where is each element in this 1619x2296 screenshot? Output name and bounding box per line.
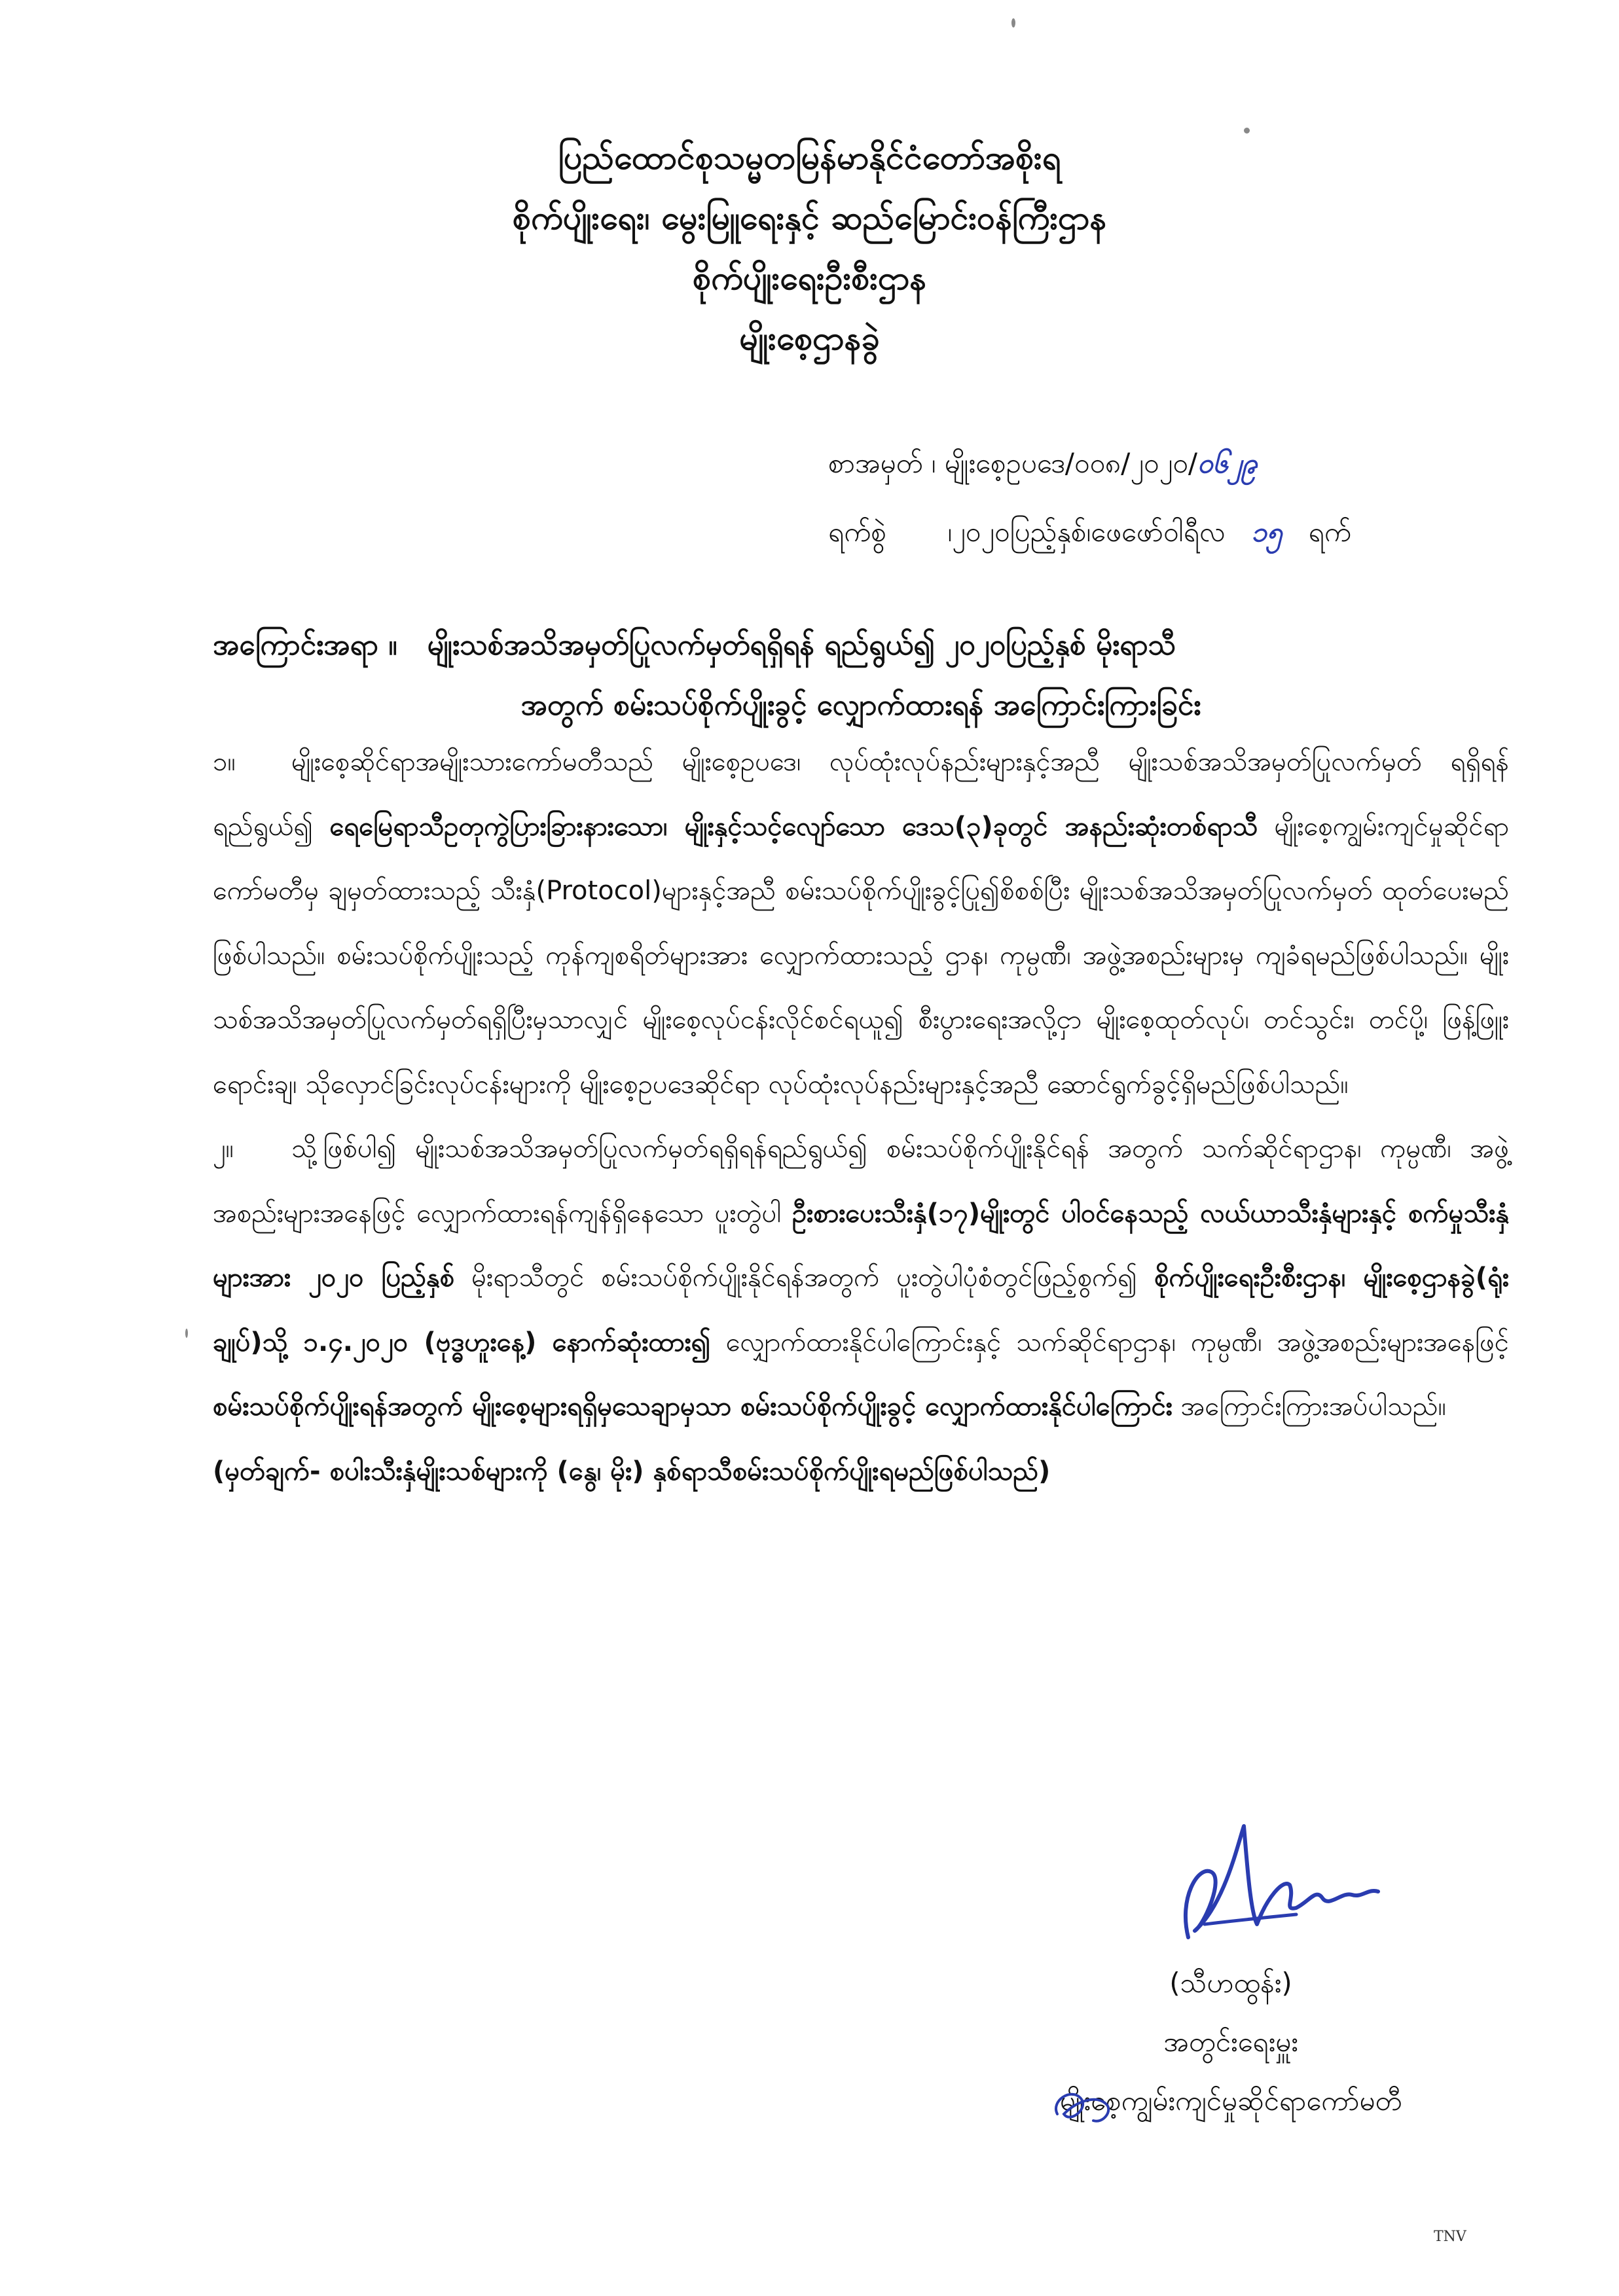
- letterhead-ministry: စိုက်ပျိုးရေး၊ မွေးမြူရေးနှင့် ဆည်မြောင်းဝန်ကြီးဌာန: [512, 199, 1107, 237]
- paragraph-2-text-b: မိုးရာသီတွင် စမ်းသပ်စိုက်ပျိုးနိုင်ရန်အတွက် ပူးတွဲပါပုံစံတွင်ဖြည့်စွက်၍: [454, 1263, 1155, 1293]
- signature-icon: [1126, 1767, 1466, 1970]
- letter-body: [213, 730, 1509, 1503]
- signatory-title: အတွင်းရေးမှူး: [1163, 2026, 1298, 2058]
- paragraph-2-text-a: သို့ဖြစ်ပါ၍ မျိုးသစ်အသိအမှတ်ပြုလက်မှတ်ရရှိရန်ရည်ရွယ်၍ စမ်းသပ်စိုက်ပျိုးနိုင်ရန် အတွက် သက်ဆိုင်ရာဌာန၊ ကုမ္ပဏီ၊ အဖွဲ့အစည်းများအနေဖြင့် လျှောက်ထားရန်ကျန်ရှိနေသော ပူးတွဲပါ: [213, 1134, 1509, 1229]
- paragraph-1-number: ၁။: [213, 747, 236, 777]
- note: (မှတ်ချက်- စပါးသီးနှံမျိုးသစ်များကို (နွေ၊ မိုး) နှစ်ရာသီစမ်းသပ်စိုက်ပျိုးရမည်ဖြစ်ပါသည်): [213, 1456, 1051, 1486]
- subject-line-1: [213, 615, 1509, 675]
- paragraph-2-bold-a: ဦးစားပေးသီးနှံ(၁၇)မျိုးတွင် ပါဝင်နေသည့် လယ်ယာသီးနှံများနှင့် စက်မှုသီးနှံများအား ၂၀၂၀ ပြည့်နှစ်: [213, 1198, 1509, 1293]
- paragraph-1-bold-a: ရေမြေရာသီဥတုကွဲပြားခြားနားသော၊ မျိုးနှင့်သင့်လျော်သော ဒေသ(၃)ခုတွင် အနည်းဆုံးတစ်ရာသီ: [329, 811, 1258, 842]
- paragraph-2: [213, 1117, 1509, 1439]
- paragraph-2-bold-c: စမ်းသပ်စိုက်ပျိုးရန်အတွက် မျိုးစေ့များရရှိမှသေချာမှသာ စမ်းသပ်စိုက်ပျိုးခွင့် လျှောက်ထားနိုင်ပါကြောင်း: [213, 1391, 1173, 1422]
- paragraph-1: [213, 730, 1509, 1117]
- initials-icon: [1044, 2075, 1123, 2134]
- date-suffix: ရက်: [1308, 516, 1351, 548]
- date-text: ၊၂၀၂၀ပြည့်နှစ်၊ဖေဖော်ဝါရီလ: [947, 516, 1226, 548]
- reference-block: [828, 429, 1548, 566]
- signatory-name: (သီဟထွန်း): [1169, 1967, 1292, 1999]
- scan-speck: [1011, 18, 1015, 27]
- footer-code: TNV: [1434, 2229, 1466, 2245]
- letterhead-department: စိုက်ပျိုးရေးဦးစီးဌာန: [692, 259, 927, 297]
- scan-speck: [185, 1329, 188, 1338]
- paragraph-1-text-a: မျိုးစေ့ဆိုင်ရာအမျိုးသားကော်မတီသည် မျိုးစေ့ဥပဒေ၊ လုပ်ထုံးလုပ်နည်းများနှင့်အညီ မျိုးသစ်အသိအမှတ်ပြုလက်မှတ် ရရှိရန်ရည်ရွယ်၍: [213, 747, 1509, 842]
- letterhead-government: ပြည်ထောင်စုသမ္မတမြန်မာနိုင်ငံတော်အစိုးရ: [558, 139, 1061, 177]
- paragraph-2-number: ၂။: [213, 1134, 234, 1164]
- reference-number-label: စာအမှတ် ၊ မျိုးစေ့ဥပဒေ/၀၀၈/၂၀၂၀/: [828, 447, 1197, 479]
- subject-text-1: မျိုးသစ်အသိအမှတ်ပြုလက်မှတ်ရရှိရန် ရည်ရွယ်၍ ၂၀၂၀ပြည့်နှစ် မိုးရာသီ: [427, 628, 1176, 662]
- letterhead: [0, 128, 1619, 368]
- paragraph-2-text-d: အကြောင်းကြားအပ်ပါသည်။: [1172, 1391, 1446, 1422]
- initials-mark: [1044, 2075, 1123, 2134]
- reference-date: [828, 497, 1548, 566]
- paragraph-2-bold-b: စိုက်ပျိုးရေးဦးစီးဌာန၊ မျိုးစေ့ဌာနခွဲ(ရုံးချုပ်)သို့ ၁.၄.၂၀၂၀ (ဗုဒ္ဓဟူးနေ့) နောက်ဆုံးထား၍: [213, 1263, 1509, 1357]
- reference-number: [828, 429, 1548, 497]
- signatory-committee: မျိုးစေ့ကျွမ်းကျင်မှုဆိုင်ရာကော်မတီ: [1059, 2085, 1402, 2117]
- paragraph-1-text-b: မျိုးစေ့ကျွမ်းကျင်မှုဆိုင်ရာကော်မတီမှ ချမှတ်ထားသည့် သီးနှံ(Protocol)များနှင့်အညီ စမ်းသပ်စိုက်ပျိုးခွင့်ပြု၍စိစစ်ပြီး မျိုးသစ်အသိအမှတ်ပြုလက်မှတ် ထုတ်ပေးမည်ဖြစ်ပါသည်။ စမ်းသပ်စိုက်ပျိုးသည့် ကုန်ကျစရိတ်များအား လျှောက်ထားသည့် ဌာန၊ ကုမ္ပဏီ၊ အဖွဲ့အစည်းများမှ ကျခံရမည်ဖြစ်ပါသည်။ မျိုးသစ်အသိအမှတ်ပြုလက်မှတ်ရရှိပြီးမှသာလျှင် မျိုးစေ့လုပ်ငန်းလိုင်စင်ရယူ၍ စီးပွားရေးအလို့ငှာ မျိုးစေ့ထုတ်လုပ်၊ တင်သွင်း၊ တင်ပို့၊ ဖြန့်ဖြူးရောင်းချ၊ သိုလှောင်ခြင်းလုပ်ငန်းများကို မျိုးစေ့ဥပဒေဆိုင်ရာ လုပ်ထုံးလုပ်နည်းများနှင့်အညီ ဆောင်ရွက်ခွင့်ရှိမည်ဖြစ်ပါသည်။: [213, 811, 1509, 1100]
- scan-speck: [1244, 128, 1250, 134]
- subject-label: အကြောင်းအရာ ။: [213, 628, 397, 662]
- subject-line-2: အတွက် စမ်းသပ်စိုက်ပျိုးခွင့် လျှောက်ထားရန် အကြောင်းကြားခြင်း: [520, 689, 1201, 722]
- paragraph-2-text-c: လျှောက်ထားနိုင်ပါကြောင်းနှင့် သက်ဆိုင်ရာဌာန၊ ကုမ္ပဏီ၊ အဖွဲ့အစည်းများအနေဖြင့်: [710, 1327, 1509, 1357]
- subject-block: [213, 615, 1509, 736]
- letterhead-division: မျိုးစေ့ဌာနခွဲ: [739, 319, 880, 357]
- date-label: ရက်စွဲ: [828, 516, 886, 548]
- reference-number-handwritten: ၀၆၂၉: [1197, 447, 1258, 479]
- signature: [1126, 1767, 1466, 1970]
- date-day-handwritten: ၁၅: [1251, 516, 1282, 548]
